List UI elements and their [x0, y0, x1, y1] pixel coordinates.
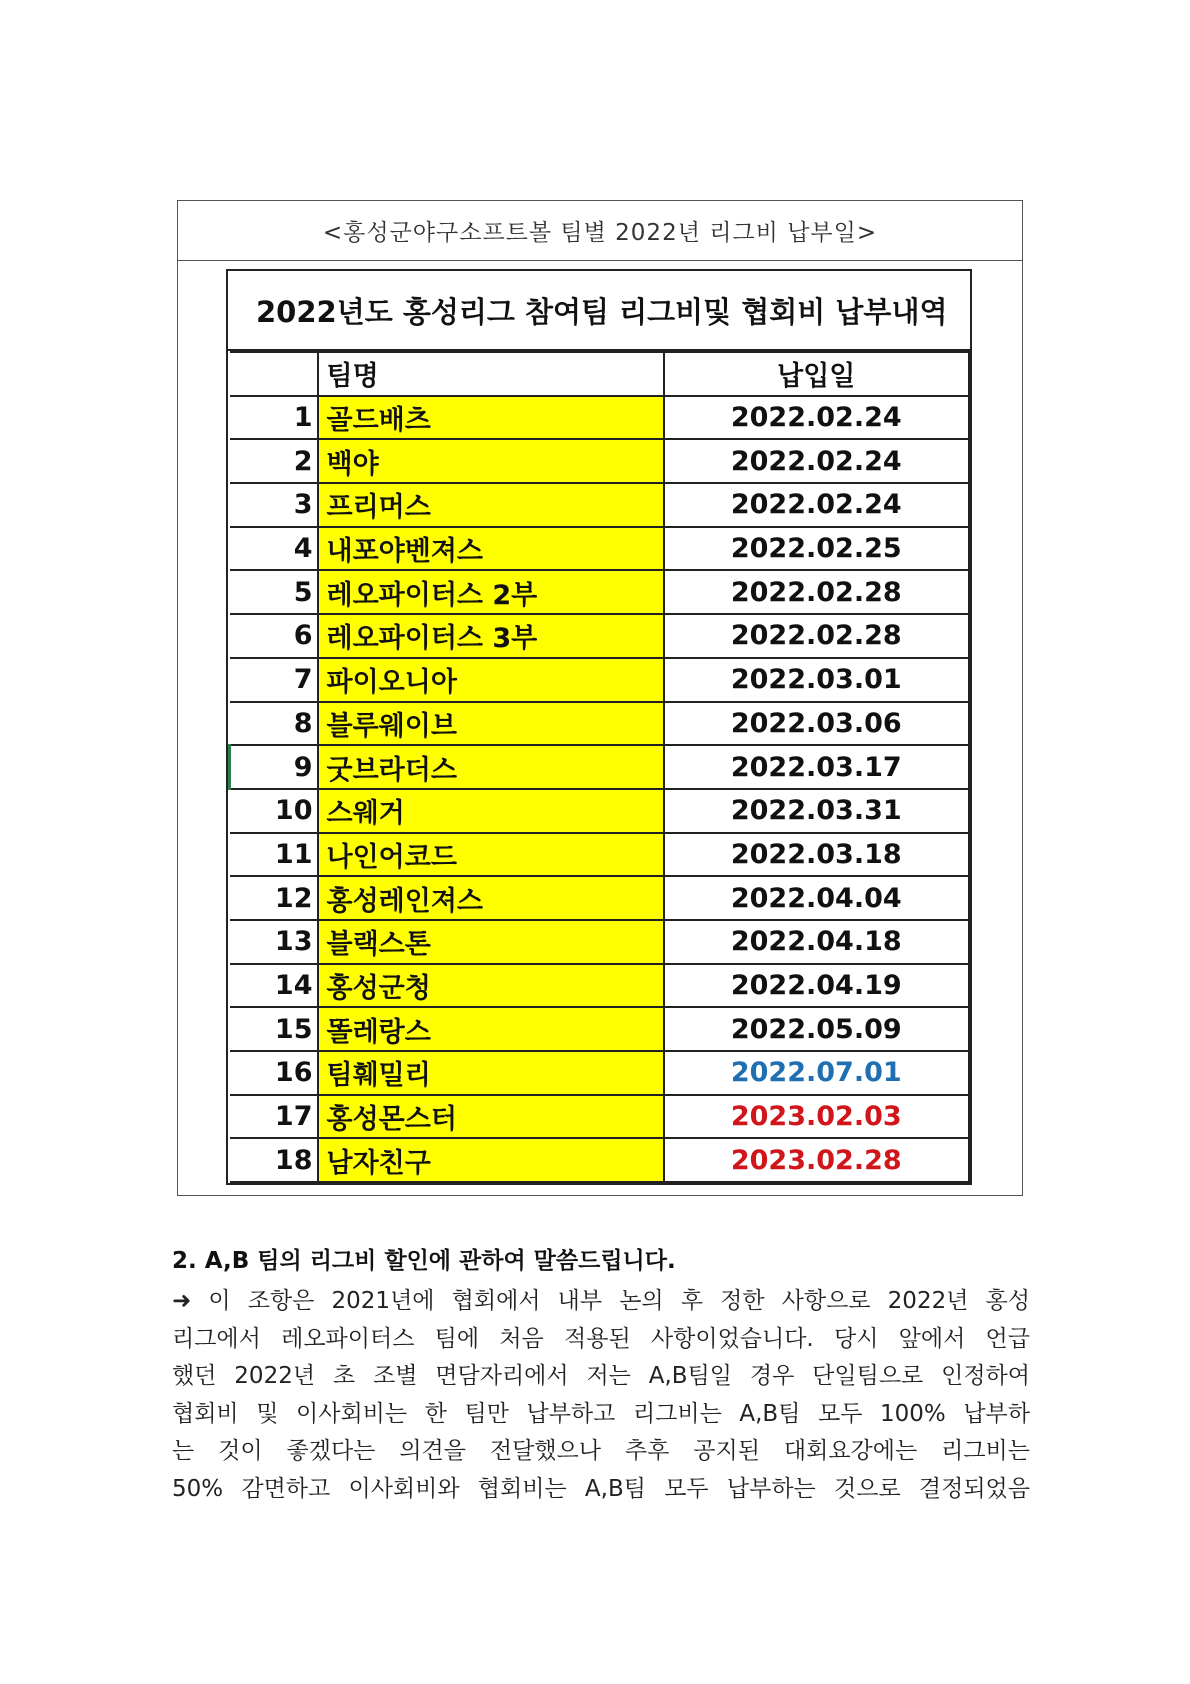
team-name: 골드배츠 [318, 396, 664, 440]
row-number: 2 [230, 439, 318, 483]
row-number: 13 [230, 920, 318, 964]
team-name: 블랙스톤 [318, 920, 664, 964]
team-name: 홍성군청 [318, 964, 664, 1008]
team-name: 홍성몬스터 [318, 1095, 664, 1139]
payment-date: 2023.02.28 [664, 1138, 970, 1182]
payment-date: 2022.03.31 [664, 789, 970, 833]
row-number: 7 [230, 658, 318, 702]
team-name: 레오파이터스 2부 [318, 570, 664, 614]
section-body [172, 1283, 1030, 1508]
team-name: 블루웨이브 [318, 702, 664, 746]
table-row [230, 964, 970, 1008]
table-row [230, 396, 970, 440]
payment-date: 2022.04.19 [664, 964, 970, 1008]
section-ab-team-discount [172, 1242, 1030, 1508]
row-number: 17 [230, 1095, 318, 1139]
spreadsheet-title: 2022년도 홍성리그 참여팀 리그비및 협회비 납부내역 [228, 271, 970, 351]
section-heading: 2. A,B 팀의 리그비 할인에 관하여 말씀드립니다. [172, 1248, 676, 1274]
team-name: 백야 [318, 439, 664, 483]
payment-date: 2022.05.09 [664, 1007, 970, 1051]
row-number: 16 [230, 1051, 318, 1095]
table-row [230, 658, 970, 702]
row-number: 14 [230, 964, 318, 1008]
row-number: 11 [230, 833, 318, 877]
team-name: 내포야벤져스 [318, 527, 664, 571]
table-row [230, 1138, 970, 1182]
payment-date: 2022.07.01 [664, 1051, 970, 1095]
table-row [230, 745, 970, 789]
body-line: 했던 2022년 초 조별 면담자리에서 저는 A,B팀일 경우 단일팀으로 인정하여 [172, 1363, 1030, 1389]
table-row [230, 570, 970, 614]
body-line: 50% 감면하고 이사회비와 협회비는 A,B팀 모두 납부하는 것으로 결정되었음 [172, 1475, 1030, 1502]
header-payment-date: 납입일 [664, 352, 970, 396]
team-name: 프리머스 [318, 483, 664, 527]
payment-date: 2022.02.24 [664, 439, 970, 483]
body-line: 협회비 및 이사회비는 한 팀만 납부하고 리그비는 A,B팀 모두 100% 납부하 [172, 1400, 1030, 1427]
row-number: 4 [230, 527, 318, 571]
payment-date: 2022.02.28 [664, 614, 970, 658]
payment-date: 2023.02.03 [664, 1095, 970, 1139]
payment-date: 2022.02.24 [664, 483, 970, 527]
table-row [230, 702, 970, 746]
table-row [230, 789, 970, 833]
table-row [230, 1095, 970, 1139]
row-number: 9 [230, 745, 318, 789]
payment-figure-frame [177, 200, 1023, 1196]
payment-date: 2022.03.01 [664, 658, 970, 702]
payment-date: 2022.03.18 [664, 833, 970, 877]
table-row [230, 527, 970, 571]
team-name: 스웨거 [318, 789, 664, 833]
team-name: 팀훼밀리 [318, 1051, 664, 1095]
row-number: 5 [230, 570, 318, 614]
table-header-row [230, 352, 970, 396]
row-number: 6 [230, 614, 318, 658]
team-name: 파이오니아 [318, 658, 664, 702]
header-team-name: 팀명 [318, 352, 664, 396]
payment-table [228, 351, 970, 1183]
table-row [230, 1007, 970, 1051]
table-row [230, 614, 970, 658]
team-name: 레오파이터스 3부 [318, 614, 664, 658]
table-row [230, 833, 970, 877]
payment-date: 2022.02.28 [664, 570, 970, 614]
payment-date: 2022.02.25 [664, 527, 970, 571]
table-row [230, 876, 970, 920]
row-number: 15 [230, 1007, 318, 1051]
body-line: 는 것이 좋겠다는 의견을 전달했으나 추후 공지된 대회요강에는 리그비는 [172, 1438, 1030, 1464]
body-line: ➜ 이 조항은 2021년에 협회에서 내부 논의 후 정한 사항으로 2022년 홍성 [172, 1288, 1030, 1314]
row-number: 12 [230, 876, 318, 920]
payment-date: 2022.03.06 [664, 702, 970, 746]
body-line: 리그에서 레오파이터스 팀에 처음 적용된 사항이었습니다. 당시 앞에서 언급 [172, 1325, 1030, 1352]
table-row [230, 920, 970, 964]
payment-date: 2022.04.04 [664, 876, 970, 920]
payment-date: 2022.04.18 [664, 920, 970, 964]
team-name: 홍성레인져스 [318, 876, 664, 920]
team-name: 남자친구 [318, 1138, 664, 1182]
row-number: 10 [230, 789, 318, 833]
row-number: 3 [230, 483, 318, 527]
row-number: 8 [230, 702, 318, 746]
team-name: 나인어코드 [318, 833, 664, 877]
row-number: 1 [230, 396, 318, 440]
payment-date: 2022.03.17 [664, 745, 970, 789]
team-name: 똘레랑스 [318, 1007, 664, 1051]
team-name: 굿브라더스 [318, 745, 664, 789]
table-row [230, 483, 970, 527]
table-row [230, 439, 970, 483]
payment-spreadsheet [226, 269, 972, 1185]
table-row [230, 1051, 970, 1095]
header-no [230, 352, 318, 396]
row-number: 18 [230, 1138, 318, 1182]
payment-date: 2022.02.24 [664, 396, 970, 440]
figure-caption: <홍성군야구소프트볼 팀별 2022년 리그비 납부일> [178, 201, 1022, 261]
